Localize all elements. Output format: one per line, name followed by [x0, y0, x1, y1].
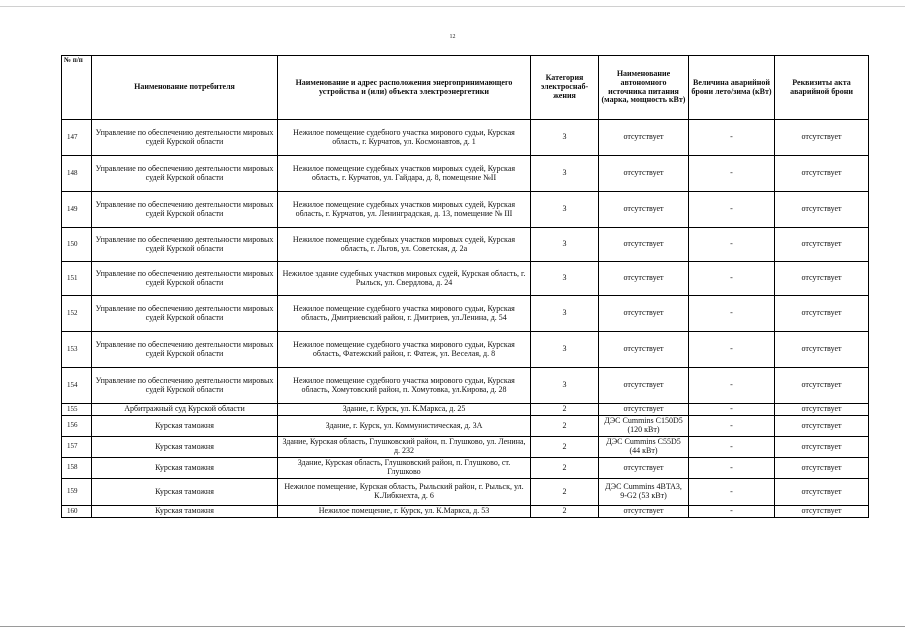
row-category: 3 — [531, 156, 599, 192]
row-address: Здание, Курская область, Глушковский район, п. Глушково, ул. Ленина, д. 232 — [278, 437, 531, 458]
row-source: отсутствует — [599, 368, 689, 404]
row-consumer: Курская таможня — [92, 416, 278, 437]
row-num: 153 — [62, 332, 92, 368]
row-act: отсутствует — [775, 332, 869, 368]
row-reserve: - — [689, 120, 775, 156]
row-address: Нежилое помещение, г. Курск, ул. К.Маркса, д. 53 — [278, 506, 531, 518]
row-reserve: - — [689, 458, 775, 479]
row-reserve: - — [689, 368, 775, 404]
row-reserve: - — [689, 296, 775, 332]
row-act: отсутствует — [775, 228, 869, 262]
row-num: 150 — [62, 228, 92, 262]
row-category: 2 — [531, 458, 599, 479]
row-source: отсутствует — [599, 404, 689, 416]
table-row — [62, 404, 869, 416]
row-category: 3 — [531, 296, 599, 332]
row-num: 157 — [62, 437, 92, 458]
row-act: отсутствует — [775, 262, 869, 296]
row-source: отсутствует — [599, 120, 689, 156]
table-row — [62, 506, 869, 518]
row-category: 3 — [531, 228, 599, 262]
scan-edge-bottom — [0, 626, 905, 627]
header-num: № п/п — [62, 56, 92, 120]
row-act: отсутствует — [775, 458, 869, 479]
table-header-row — [62, 56, 869, 120]
row-reserve: - — [689, 228, 775, 262]
emergency-reserve-table — [61, 55, 869, 518]
row-source: ДЭС Cummins C150D5 (120 кВт) — [599, 416, 689, 437]
header-reserve: Величина аварийной брони лето/зима (кВт) — [689, 56, 775, 120]
table-row — [62, 192, 869, 228]
row-act: отсутствует — [775, 156, 869, 192]
row-source: отсутствует — [599, 262, 689, 296]
row-source: отсутствует — [599, 228, 689, 262]
row-num: 160 — [62, 506, 92, 518]
row-act: отсутствует — [775, 120, 869, 156]
row-reserve: - — [689, 479, 775, 506]
row-num: 158 — [62, 458, 92, 479]
row-category: 3 — [531, 332, 599, 368]
row-act: отсутствует — [775, 479, 869, 506]
table-row — [62, 296, 869, 332]
row-act: отсутствует — [775, 416, 869, 437]
row-category: 2 — [531, 404, 599, 416]
row-act: отсутствует — [775, 437, 869, 458]
table-row — [62, 228, 869, 262]
row-consumer: Курская таможня — [92, 479, 278, 506]
row-reserve: - — [689, 437, 775, 458]
row-reserve: - — [689, 332, 775, 368]
row-consumer: Управление по обеспечению деятельности мировых судей Курской области — [92, 296, 278, 332]
row-consumer: Управление по обеспечению деятельности мировых судей Курской области — [92, 192, 278, 228]
row-consumer: Арбитражный суд Курской области — [92, 404, 278, 416]
row-source: ДЭС Cummins C55D5 (44 кВт) — [599, 437, 689, 458]
row-category: 2 — [531, 479, 599, 506]
row-consumer: Управление по обеспечению деятельности мировых судей Курской области — [92, 332, 278, 368]
row-source: ДЭС Cummins 4BTA3, 9-G2 (53 кВт) — [599, 479, 689, 506]
header-address: Наименование и адрес расположения энергопринимающего устройства и (или) объекта электроэнергетики — [278, 56, 531, 120]
row-consumer: Курская таможня — [92, 437, 278, 458]
row-category: 3 — [531, 120, 599, 156]
row-address: Нежилое помещение судебных участков мировых судей, Курская область, г. Курчатов, ул. Гайдара, д. 8, помещение №II — [278, 156, 531, 192]
table-row — [62, 479, 869, 506]
row-num: 159 — [62, 479, 92, 506]
row-address: Нежилое помещение судебного участка мирового судьи, Курская область, Хомутовский район, п. Хомутовка, ул.Кирова, д. 28 — [278, 368, 531, 404]
row-reserve: - — [689, 156, 775, 192]
row-num: 151 — [62, 262, 92, 296]
table-row — [62, 120, 869, 156]
row-address: Нежилое помещение судебных участков мировых судей, Курская область, г. Льгов, ул. Советская, д. 2а — [278, 228, 531, 262]
row-consumer: Курская таможня — [92, 506, 278, 518]
row-act: отсутствует — [775, 192, 869, 228]
row-category: 2 — [531, 506, 599, 518]
row-consumer: Курская таможня — [92, 458, 278, 479]
row-num: 147 — [62, 120, 92, 156]
row-source: отсутствует — [599, 296, 689, 332]
row-category: 2 — [531, 437, 599, 458]
header-consumer: Наименование потребителя — [92, 56, 278, 120]
header-source: Наименование автономного источника питания (марка, мощность кВт) — [599, 56, 689, 120]
row-source: отсутствует — [599, 192, 689, 228]
row-act: отсутствует — [775, 506, 869, 518]
row-act: отсутствует — [775, 404, 869, 416]
row-source: отсутствует — [599, 332, 689, 368]
row-category: 3 — [531, 262, 599, 296]
row-consumer: Управление по обеспечению деятельности мировых судей Курской области — [92, 262, 278, 296]
page-number: 12 — [449, 34, 456, 40]
table-row — [62, 262, 869, 296]
row-num: 154 — [62, 368, 92, 404]
row-source: отсутствует — [599, 506, 689, 518]
row-num: 149 — [62, 192, 92, 228]
table-row — [62, 156, 869, 192]
row-consumer: Управление по обеспечению деятельности мировых судей Курской области — [92, 156, 278, 192]
table-row — [62, 458, 869, 479]
row-consumer: Управление по обеспечению деятельности мировых судей Курской области — [92, 368, 278, 404]
row-address: Здание, г. Курск, ул. Коммунистическая, д. 3А — [278, 416, 531, 437]
table-row — [62, 416, 869, 437]
row-reserve: - — [689, 192, 775, 228]
table-row — [62, 332, 869, 368]
row-num: 148 — [62, 156, 92, 192]
row-consumer: Управление по обеспечению деятельности мировых судей Курской области — [92, 228, 278, 262]
table-row — [62, 368, 869, 404]
row-address: Здание, г. Курск, ул. К.Маркса, д. 25 — [278, 404, 531, 416]
row-address: Нежилое помещение судебных участков мировых судей, Курская область, г. Курчатов, ул. Ленинградская, д. 13, помещение № III — [278, 192, 531, 228]
row-reserve: - — [689, 416, 775, 437]
header-act: Реквизиты акта аварийной брони — [775, 56, 869, 120]
row-category: 3 — [531, 192, 599, 228]
row-address: Здание, Курская область, Глушковский район, п. Глушково, ст. Глушково — [278, 458, 531, 479]
row-address: Нежилое помещение судебного участка мирового судьи, Курская область, Дмитриевский район, г. Дмитриев, ул.Ленина, д. 54 — [278, 296, 531, 332]
row-num: 156 — [62, 416, 92, 437]
row-consumer: Управление по обеспечению деятельности мировых судей Курской области — [92, 120, 278, 156]
row-address: Нежилое здание судебных участков мировых судей, Курская область, г. Рыльск, ул. Свердлова, д. 24 — [278, 262, 531, 296]
row-act: отсутствует — [775, 368, 869, 404]
row-num: 152 — [62, 296, 92, 332]
row-address: Нежилое помещение судебного участка мирового судьи, Курская область, Фатежский район, г. Фатеж, ул. Веселая, д. 8 — [278, 332, 531, 368]
row-address: Нежилое помещение, Курская область, Рыльский район, г. Рыльск, ул. К.Либкнехта, д. 6 — [278, 479, 531, 506]
row-reserve: - — [689, 506, 775, 518]
row-category: 3 — [531, 368, 599, 404]
row-category: 2 — [531, 416, 599, 437]
row-source: отсутствует — [599, 156, 689, 192]
row-act: отсутствует — [775, 296, 869, 332]
row-source: отсутствует — [599, 458, 689, 479]
row-reserve: - — [689, 262, 775, 296]
scan-edge-top — [0, 6, 905, 7]
header-category: Категория электроснаб-жения — [531, 56, 599, 120]
row-reserve: - — [689, 404, 775, 416]
row-num: 155 — [62, 404, 92, 416]
table-row — [62, 437, 869, 458]
row-address: Нежилое помещение судебного участка мирового судьи, Курская область, г. Курчатов, ул. Космонавтов, д. 1 — [278, 120, 531, 156]
